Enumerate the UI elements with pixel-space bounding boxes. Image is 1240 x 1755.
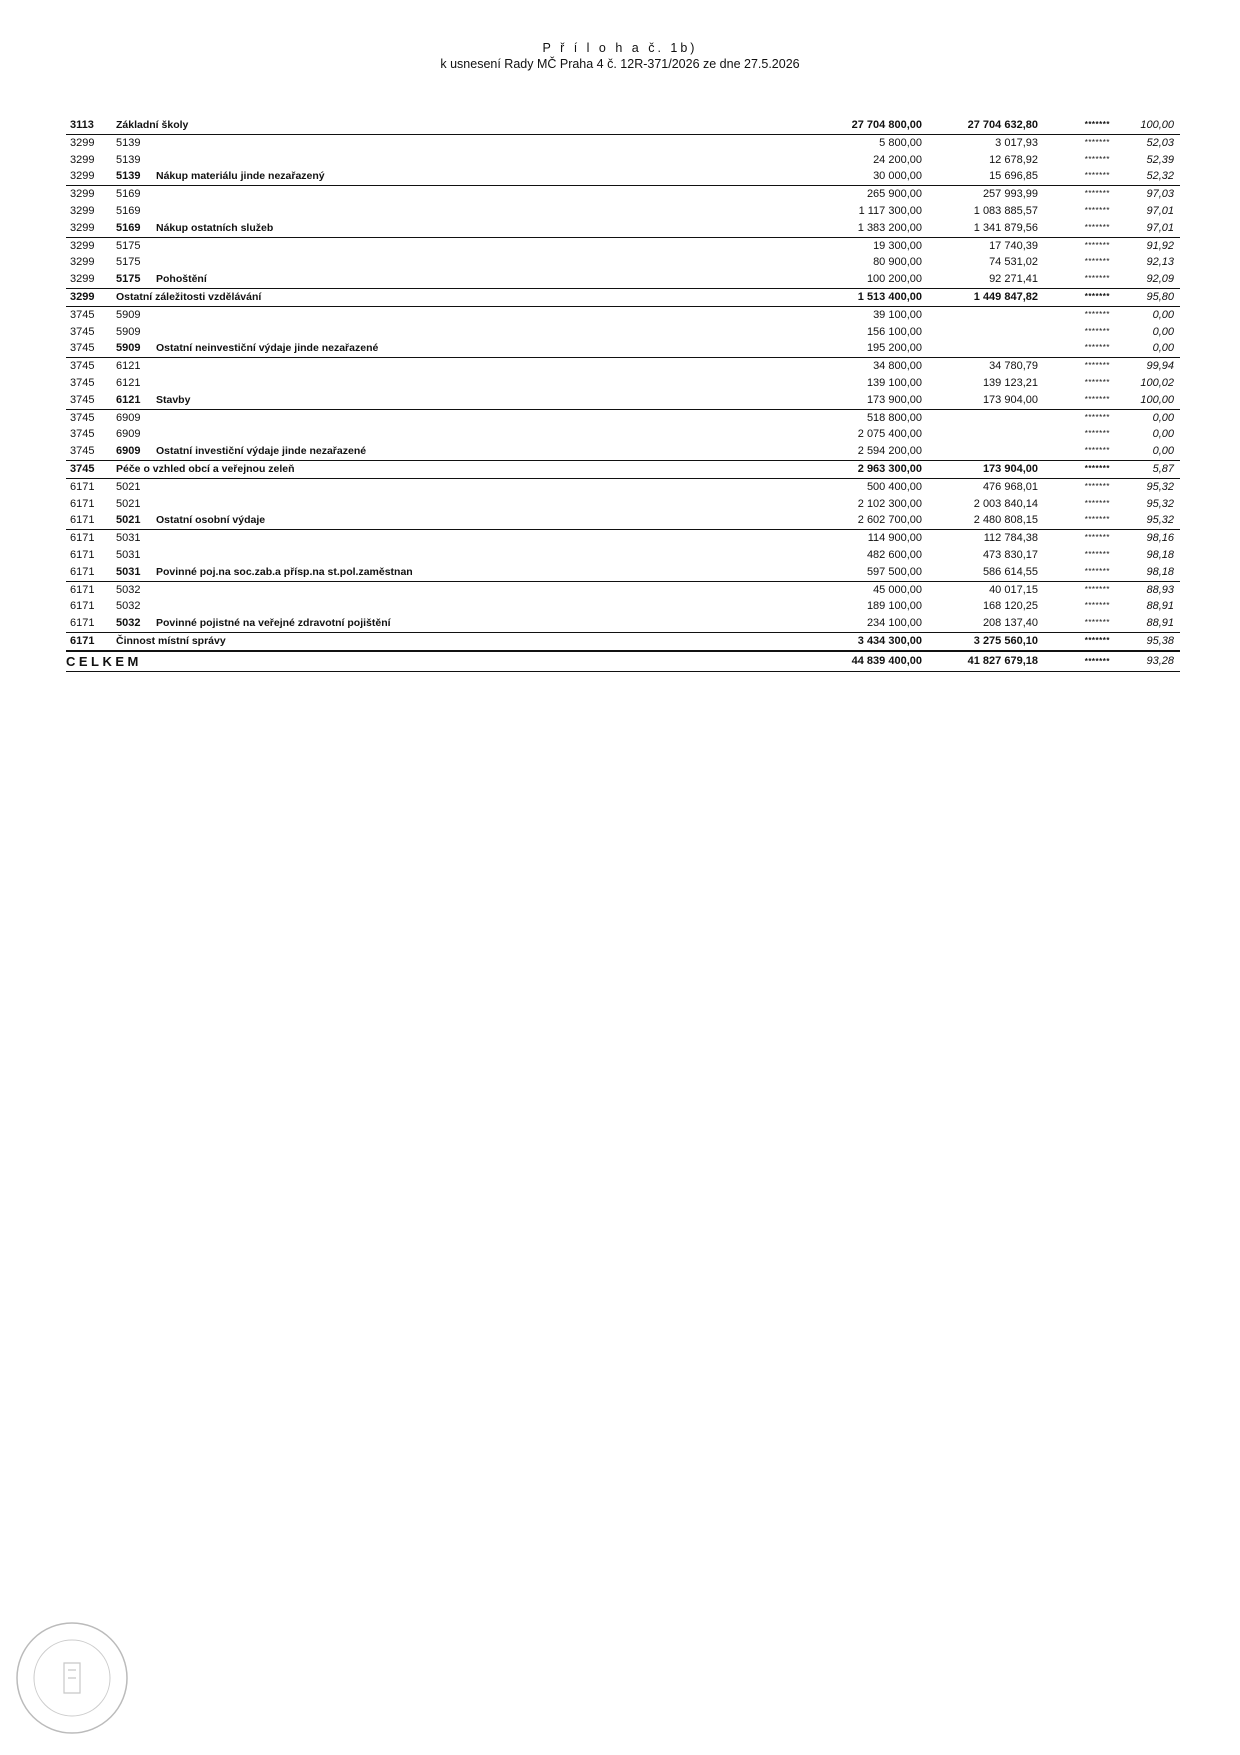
table-row <box>66 392 1180 410</box>
item-code: 5169 <box>116 221 141 234</box>
item-code: 5175 <box>116 273 141 286</box>
masked-value: ******* <box>1084 584 1110 594</box>
item-code: 5021 <box>116 497 141 510</box>
budget-value: 2 602 700,00 <box>857 514 922 527</box>
masked-value: ******* <box>1084 189 1110 199</box>
paragraph-code: 6171 <box>70 480 95 493</box>
paragraph-code: 3299 <box>70 256 95 269</box>
budget-value: 189 100,00 <box>866 600 922 613</box>
actual-value: 112 784,38 <box>983 532 1038 545</box>
total-budget: 44 839 400,00 <box>851 654 922 667</box>
item-label: Ostatní neinvestiční výdaje jinde nezařazené <box>156 342 379 355</box>
item-code: 6121 <box>116 376 141 389</box>
table-row <box>66 254 1180 271</box>
table-row <box>66 271 1180 289</box>
item-code: 5909 <box>116 308 141 321</box>
actual-value: 2 003 840,14 <box>973 497 1038 510</box>
budget-value: 518 800,00 <box>866 411 922 424</box>
table-row <box>66 340 1180 358</box>
actual-value: 1 083 885,57 <box>973 204 1038 217</box>
masked-value: ******* <box>1084 533 1110 543</box>
percent-value: 100,02 <box>1140 376 1174 389</box>
budget-value: 100 200,00 <box>866 273 922 286</box>
table-row <box>66 117 1180 135</box>
percent-value: 97,01 <box>1146 221 1174 234</box>
paragraph-code: 6171 <box>70 583 95 596</box>
paragraph-code: 3745 <box>70 428 95 441</box>
paragraph-code: 3299 <box>70 153 95 166</box>
item-label: Ostatní osobní výdaje <box>156 514 266 527</box>
item-code: 5175 <box>116 256 141 269</box>
percent-value: 0,00 <box>1152 342 1174 355</box>
table-row <box>66 203 1180 220</box>
actual-value: 34 780,79 <box>989 360 1038 373</box>
percent-value: 98,18 <box>1146 548 1174 561</box>
masked-value: ******* <box>1084 309 1110 319</box>
actual-value: 586 614,55 <box>982 565 1038 578</box>
actual-value: 139 123,21 <box>982 376 1038 389</box>
table-row <box>66 598 1180 615</box>
masked-value: ******* <box>1084 257 1110 267</box>
masked-value: ******* <box>1084 205 1110 215</box>
table-row <box>66 238 1180 255</box>
total-masked: ******* <box>1084 656 1110 666</box>
percent-value: 0,00 <box>1152 411 1174 424</box>
percent-value: 88,91 <box>1146 617 1174 630</box>
masked-value: ******* <box>1084 377 1110 387</box>
actual-value: 1 449 847,82 <box>973 290 1038 303</box>
official-stamp <box>12 1618 132 1738</box>
budget-value: 2 594 200,00 <box>857 445 922 458</box>
budget-value: 27 704 800,00 <box>851 119 922 131</box>
actual-value: 208 137,40 <box>982 617 1038 630</box>
percent-value: 92,13 <box>1146 256 1174 269</box>
actual-value: 168 120,25 <box>982 600 1038 613</box>
paragraph-code: 3745 <box>70 360 95 373</box>
item-code: 6121 <box>116 360 141 373</box>
budget-value: 45 000,00 <box>873 583 922 596</box>
budget-value: 24 200,00 <box>873 153 922 166</box>
item-code: 5139 <box>116 153 141 166</box>
item-code: 5032 <box>116 617 141 630</box>
percent-value: 5,87 <box>1152 462 1174 475</box>
paragraph-code: 3745 <box>70 325 95 338</box>
percent-value: 0,00 <box>1152 325 1174 338</box>
item-code: 5175 <box>116 239 141 252</box>
budget-value: 234 100,00 <box>866 617 922 630</box>
actual-value: 92 271,41 <box>989 273 1038 286</box>
percent-value: 52,32 <box>1146 170 1174 183</box>
paragraph-code: 3745 <box>70 308 95 321</box>
table-row <box>66 307 1180 324</box>
actual-value: 15 696,85 <box>989 170 1038 183</box>
masked-value: ******* <box>1084 361 1110 371</box>
paragraph-code: 3299 <box>70 221 95 234</box>
masked-value: ******* <box>1084 601 1110 611</box>
item-code: 5032 <box>116 583 141 596</box>
budget-value: 156 100,00 <box>866 325 922 338</box>
table-row <box>66 564 1180 582</box>
actual-value: 173 904,00 <box>982 393 1038 406</box>
masked-value: ******* <box>1084 412 1110 422</box>
item-code: 6909 <box>116 445 141 458</box>
table-row <box>66 582 1180 599</box>
item-label: Povinné poj.na soc.zab.a přísp.na st.pol.zaměstnan <box>156 565 413 578</box>
percent-value: 95,38 <box>1146 634 1174 647</box>
item-code: 5032 <box>116 600 141 613</box>
item-code: 6121 <box>116 393 141 406</box>
table-row <box>66 461 1180 479</box>
paragraph-code: 3299 <box>70 136 95 149</box>
item-code: 5169 <box>116 204 141 217</box>
section-label: Ostatní záležitosti vzdělávání <box>116 290 262 303</box>
budget-value: 1 117 300,00 <box>858 204 922 217</box>
paragraph-code: 6171 <box>70 565 95 578</box>
total-row <box>66 651 1180 672</box>
masked-value: ******* <box>1084 326 1110 336</box>
paragraph-code: 3299 <box>70 188 95 201</box>
actual-value: 40 017,15 <box>989 583 1038 596</box>
percent-value: 0,00 <box>1152 445 1174 458</box>
paragraph-code: 3299 <box>70 273 95 286</box>
masked-value: ******* <box>1084 240 1110 250</box>
masked-value: ******* <box>1084 394 1110 404</box>
paragraph-code: 3299 <box>70 290 95 303</box>
budget-value: 195 200,00 <box>866 342 922 355</box>
budget-value: 114 900,00 <box>867 532 922 545</box>
percent-value: 98,18 <box>1146 565 1174 578</box>
table-row <box>66 496 1180 513</box>
table-row <box>66 530 1180 547</box>
table-row <box>66 443 1180 461</box>
actual-value: 257 993,99 <box>982 188 1038 201</box>
budget-value: 265 900,00 <box>866 188 922 201</box>
paragraph-code: 3299 <box>70 204 95 217</box>
actual-value: 17 740,39 <box>989 239 1038 252</box>
percent-value: 97,01 <box>1146 204 1174 217</box>
percent-value: 91,92 <box>1146 239 1174 252</box>
budget-value: 173 900,00 <box>866 393 922 406</box>
actual-value: 27 704 632,80 <box>967 119 1038 131</box>
table-row <box>66 358 1180 375</box>
actual-value: 3 017,93 <box>995 136 1038 149</box>
percent-value: 95,32 <box>1146 514 1174 527</box>
table-row <box>66 512 1180 530</box>
item-code: 5139 <box>116 136 141 149</box>
table-row <box>66 289 1180 307</box>
section-label: Činnost místní správy <box>116 634 226 647</box>
percent-value: 95,32 <box>1146 480 1174 493</box>
masked-value: ******* <box>1084 291 1110 301</box>
masked-value: ******* <box>1084 515 1110 525</box>
item-code: 6909 <box>116 411 141 424</box>
item-label: Pohoštění <box>156 273 207 286</box>
item-code: 5169 <box>116 188 141 201</box>
masked-value: ******* <box>1084 343 1110 353</box>
item-code: 5139 <box>116 170 141 183</box>
total-actual: 41 827 679,18 <box>967 654 1038 667</box>
item-code: 6909 <box>116 428 141 441</box>
item-label: Povinné pojistné na veřejné zdravotní pojištění <box>156 617 391 630</box>
budget-value: 34 800,00 <box>873 360 922 373</box>
table-row <box>66 220 1180 238</box>
budget-value: 80 900,00 <box>873 256 922 269</box>
attachment-title: P ř í l o h a č. 1b) <box>542 41 698 55</box>
budget-value: 1 513 400,00 <box>857 290 922 303</box>
percent-value: 99,94 <box>1146 360 1174 373</box>
masked-value: ******* <box>1084 222 1110 232</box>
section-label: Péče o vzhled obcí a veřejnou zeleň <box>116 462 295 475</box>
item-code: 5909 <box>116 342 141 355</box>
item-label: Stavby <box>156 393 191 406</box>
table-row <box>66 186 1180 203</box>
item-code: 5021 <box>116 480 141 493</box>
item-label: Nákup materiálu jinde nezařazený <box>156 170 325 183</box>
paragraph-code: 3745 <box>70 445 95 458</box>
actual-value: 173 904,00 <box>982 462 1038 475</box>
item-code: 5031 <box>116 565 141 578</box>
masked-value: ******* <box>1084 566 1110 576</box>
table-row <box>66 479 1180 496</box>
item-code: 5021 <box>116 514 141 527</box>
masked-value: ******* <box>1084 154 1110 164</box>
budget-table <box>66 117 1180 672</box>
masked-value: ******* <box>1084 137 1110 147</box>
table-row <box>66 410 1180 427</box>
paragraph-code: 6171 <box>70 617 95 630</box>
paragraph-code: 3745 <box>70 462 95 475</box>
budget-value: 2 963 300,00 <box>857 462 922 475</box>
item-label: Nákup ostatních služeb <box>156 221 274 234</box>
budget-value: 482 600,00 <box>866 548 922 561</box>
paragraph-code: 3745 <box>70 376 95 389</box>
percent-value: 95,80 <box>1146 290 1174 303</box>
budget-value: 19 300,00 <box>873 239 922 252</box>
table-row <box>66 633 1180 651</box>
percent-value: 98,16 <box>1146 532 1174 545</box>
masked-value: ******* <box>1084 274 1110 284</box>
budget-value: 5 800,00 <box>879 136 922 149</box>
paragraph-code: 6171 <box>70 497 95 510</box>
actual-value: 74 531,02 <box>989 256 1038 269</box>
document-header <box>0 40 1240 72</box>
budget-value: 30 000,00 <box>873 170 922 183</box>
budget-value: 39 100,00 <box>873 308 922 321</box>
actual-value: 473 830,17 <box>982 548 1038 561</box>
percent-value: 0,00 <box>1152 308 1174 321</box>
masked-value: ******* <box>1084 498 1110 508</box>
item-code: 5031 <box>116 548 141 561</box>
actual-value: 2 480 808,15 <box>973 514 1038 527</box>
budget-value: 500 400,00 <box>866 480 922 493</box>
paragraph-code: 3745 <box>70 342 95 355</box>
masked-value: ******* <box>1084 635 1110 645</box>
paragraph-code: 3299 <box>70 170 95 183</box>
table-row <box>66 152 1180 169</box>
percent-value: 0,00 <box>1152 428 1174 441</box>
paragraph-code: 3745 <box>70 411 95 424</box>
masked-value: ******* <box>1084 446 1110 456</box>
percent-value: 52,03 <box>1146 136 1174 149</box>
resolution-reference: k usnesení Rady MČ Praha 4 č. 12R-371/2026 ze dne 27.5.2026 <box>440 57 800 71</box>
total-label: CELKEM <box>66 653 142 669</box>
masked-value: ******* <box>1084 429 1110 439</box>
table-row <box>66 426 1180 443</box>
paragraph-code: 6171 <box>70 532 95 545</box>
actual-value: 1 341 879,56 <box>973 221 1038 234</box>
item-label: Ostatní investiční výdaje jinde nezařazené <box>156 445 367 458</box>
budget-value: 1 383 200,00 <box>857 221 922 234</box>
actual-value: 3 275 560,10 <box>973 634 1038 647</box>
paragraph-code: 3113 <box>70 119 94 131</box>
paragraph-code: 6171 <box>70 514 95 527</box>
actual-value: 12 678,92 <box>989 153 1038 166</box>
table-row <box>66 547 1180 564</box>
masked-value: ******* <box>1084 549 1110 559</box>
table-row <box>66 375 1180 392</box>
masked-value: ******* <box>1084 618 1110 628</box>
percent-value: 100,00 <box>1140 119 1174 131</box>
masked-value: ******* <box>1084 171 1110 181</box>
percent-value: 100,00 <box>1140 393 1174 406</box>
budget-value: 2 075 400,00 <box>857 428 922 441</box>
section-label: Základní školy <box>116 119 189 131</box>
percent-value: 92,09 <box>1146 273 1174 286</box>
percent-value: 97,03 <box>1146 188 1174 201</box>
percent-value: 95,32 <box>1146 497 1174 510</box>
percent-value: 88,91 <box>1146 600 1174 613</box>
actual-value: 476 968,01 <box>982 480 1038 493</box>
paragraph-code: 3299 <box>70 239 95 252</box>
total-percent: 93,28 <box>1146 654 1174 667</box>
budget-value: 597 500,00 <box>866 565 922 578</box>
paragraph-code: 3745 <box>70 393 95 406</box>
budget-value: 3 434 300,00 <box>857 634 922 647</box>
item-code: 5031 <box>116 532 141 545</box>
table-row <box>66 615 1180 633</box>
percent-value: 52,39 <box>1146 153 1174 166</box>
paragraph-code: 6171 <box>70 548 95 561</box>
table-row <box>66 135 1180 152</box>
paragraph-code: 6171 <box>70 634 95 647</box>
masked-value: ******* <box>1084 481 1110 491</box>
budget-value: 2 102 300,00 <box>857 497 922 510</box>
table-row <box>66 324 1180 341</box>
masked-value: ******* <box>1084 120 1110 129</box>
table-row <box>66 168 1180 186</box>
percent-value: 88,93 <box>1146 583 1174 596</box>
item-code: 5909 <box>116 325 141 338</box>
paragraph-code: 6171 <box>70 600 95 613</box>
masked-value: ******* <box>1084 463 1110 473</box>
budget-value: 139 100,00 <box>866 376 922 389</box>
